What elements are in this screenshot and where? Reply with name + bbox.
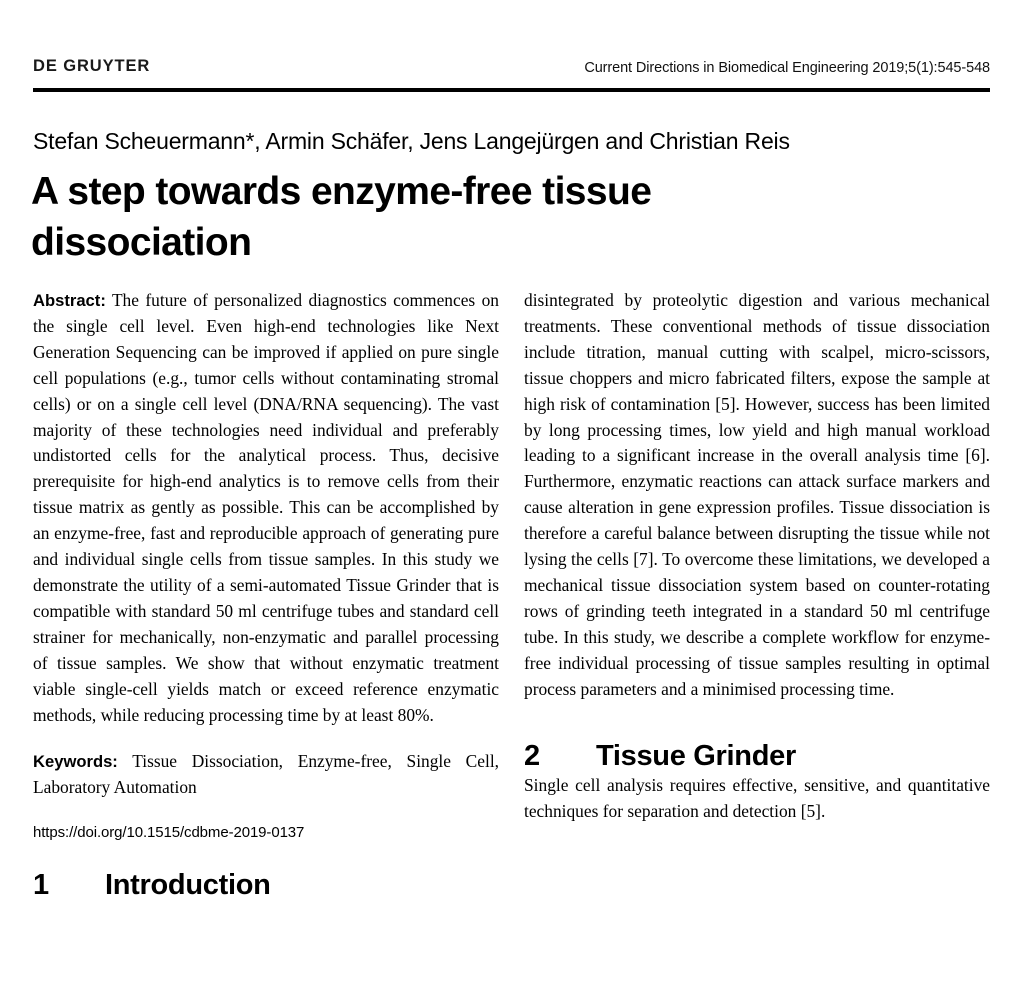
abstract-text: The future of personalized diagnostics commences on the single cell level. Even high-end technologies like Next Generation Sequencing can be improved if applied on pure single cell populations (e.g., tumor cells without contaminating stromal cells) or on a single cell level (DNA/RNA sequencing). The vast majority of these technologies need individual and preferably undistorted cells for the analytical process. Thus, decisive prerequisite for high-end analytics is to remove cells from their tissue matrix as gently as possible. This can be accomplished by an enzyme-free, fast and reproducible approach of generating pure and individual single cells from tissue samples. In this study we demonstrate the utility of a semi-automated Tissue Grinder that is compatible with standard 50 ml centrifuge tubes and standard cell strainer for mechanically, non-enzymatic and parallel processing of tissue samples. We show that without enzymatic treatment viable single-cell yields match or exceed reference enzymatic methods, while reducing processing time by at least 80%. [33, 290, 499, 725]
section-title: Introduction [105, 868, 271, 901]
author-list: Stefan Scheuermann*, Armin Schäfer, Jens Langejürgen and Christian Reis [33, 128, 790, 154]
page-title: A step towards enzyme-free tissue dissociation [31, 170, 652, 265]
body-columns [33, 288, 990, 978]
section-number: 2 [524, 739, 540, 772]
section-number: 1 [33, 868, 49, 901]
keywords-paragraph [33, 749, 499, 801]
section-heading-tissue-grinder [524, 739, 990, 774]
abstract-label: Abstract: [33, 291, 106, 310]
section-title: Tissue Grinder [596, 739, 796, 772]
left-column [33, 288, 499, 978]
publisher-logo: DE GRUYTER [33, 57, 151, 75]
introduction-continued-paragraph: disintegrated by proteolytic digestion and various mechanical treatments. These conventional methods of tissue dissociation include titration, manual cutting with scalpel, micro-scissors, tissue choppers and micro fabricated filters, expose the sample at high risk of contamination [5]. However, success has been limited by long processing times, low yield and high manual workload leading to a significant increase in the overall analysis time [6]. Furthermore, enzymatic reactions can attack surface markers and cause alteration in gene expression profiles. Tissue dissociation is therefore a careful balance between disrupting the tissue while not lysing the cells [7]. To overcome these limitations, we developed a mechanical tissue dissociation system based on counter-rotating rows of grinding teeth integrated in a standard 50 ml centrifuge tube. In this study, we describe a complete workflow for enzyme-free individual processing of tissue samples resulting in optimal process parameters and a minimised processing time. [524, 290, 990, 699]
doi-link[interactable]: https://doi.org/10.1515/cdbme-2019-0137 [33, 824, 305, 842]
keywords-text: Tissue Dissociation, Enzyme-free, Single Cell, Laboratory Automation [33, 751, 499, 798]
header-rule [33, 88, 990, 92]
abstract-paragraph [33, 288, 499, 728]
tissue-grinder-paragraph: Single cell analysis requires effective, sensitive, and quantitative techniques for separation and detection [5]. [524, 775, 990, 822]
right-column [524, 288, 990, 978]
section-heading-introduction [33, 868, 499, 903]
running-head [33, 58, 990, 76]
journal-reference: Current Directions in Biomedical Engineering 2019;5(1):545-548 [584, 60, 990, 76]
keywords-label: Keywords: [33, 752, 118, 772]
